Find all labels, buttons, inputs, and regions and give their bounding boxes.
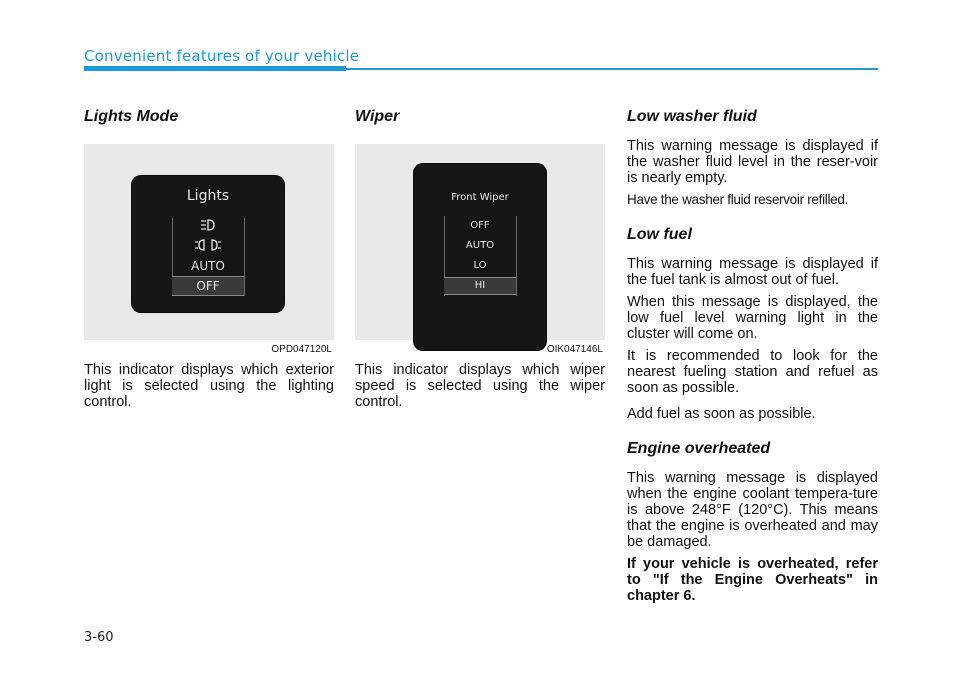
lights-mode-heading: Lights Mode (84, 108, 179, 125)
low-washer-fluid-heading: Low washer fluid (627, 108, 757, 125)
wiper-option-auto: AUTO (465, 240, 495, 251)
lights-screen-title: Lights (186, 188, 230, 204)
low-fuel-text-3: It is recommended to look for the nearest fueling station and refuel as soon as possible. (627, 348, 878, 396)
low-washer-fluid-action: Have the washer fluid reservoir refilled. (627, 192, 849, 207)
lights-option-off: OFF (172, 276, 244, 296)
engine-overheated-text: This warning message is displayed when the engine coolant tempera-ture is above 248°F (120°C). This means that the engine is overheated and may be damaged. (627, 470, 878, 550)
lights-mode-section (84, 108, 334, 416)
header-rule (346, 68, 878, 70)
wiper-screen-title: Front Wiper (451, 192, 509, 203)
warnings-column (627, 108, 878, 610)
lights-option-auto: AUTO (191, 259, 225, 273)
low-fuel-text-4: Add fuel as soon as possible. (627, 406, 816, 422)
wiper-display-screen (414, 164, 546, 350)
wiper-description: This indicator displays which wiper speed is selected using the wiper control. (355, 362, 605, 410)
lights-mode-description: This indicator displays which exterior light is selected using the lighting control. (84, 362, 334, 410)
section-title: Convenient features of your vehicle (84, 47, 360, 65)
lights-display-screen (132, 176, 284, 312)
wiper-heading: Wiper (355, 108, 400, 125)
low-fuel-text-1: This warning message is displayed if the fuel tank is almost out of fuel. (627, 256, 878, 288)
wiper-option-hi: HI (444, 277, 516, 295)
header-tab-bar (84, 66, 346, 71)
wiper-option-lo: LO (473, 260, 487, 271)
lights-mode-figure (84, 144, 334, 355)
engine-overheated-heading: Engine overheated (627, 440, 771, 457)
wiper-figure (355, 144, 605, 355)
parking-light-icon (132, 218, 284, 232)
engine-overheated-note: If your vehicle is overheated, refer to "If the Engine Overheats" in chapter 6. (627, 556, 878, 604)
figure-code: OIK047146L (546, 344, 603, 355)
low-fuel-heading: Low fuel (627, 226, 692, 243)
figure-code: OPD047120L (271, 344, 332, 355)
low-washer-fluid-text: This warning message is displayed if the washer fluid level in the reser-voir is nearly empty. (627, 138, 878, 186)
wiper-section (355, 108, 605, 416)
page-number: 3-60 (84, 630, 114, 645)
wiper-option-off: OFF (470, 220, 490, 231)
low-beam-icon (132, 238, 284, 252)
low-fuel-text-2: When this message is displayed, the low fuel level warning light in the cluster will come on. (627, 294, 878, 342)
